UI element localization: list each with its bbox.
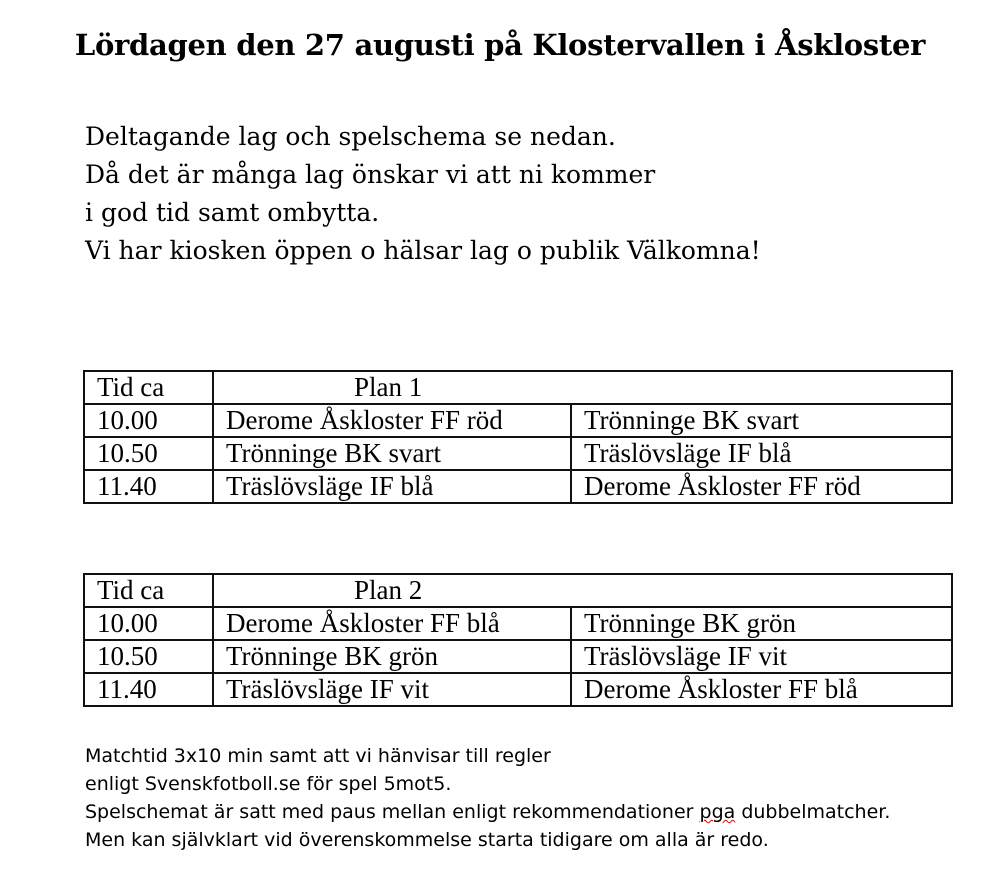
page-title: Lördagen den 27 augusti på Klostervallen i Åskloster [74, 28, 926, 62]
home-team-cell: Derome Åskloster FF röd [213, 404, 571, 437]
time-cell: 10.00 [84, 404, 213, 437]
home-team-cell: Träslövsläge IF vit [213, 673, 571, 706]
intro-line: Vi har kiosken öppen o hälsar lag o publik Välkomna! [85, 236, 761, 265]
footer-text: dubbelmatcher. [735, 801, 891, 823]
footer-line: Men kan självklart vid överenskommelse starta tidigare om alla är redo. [85, 829, 769, 851]
table-row [84, 640, 952, 673]
time-header: Tid ca [84, 574, 213, 607]
time-cell: 11.40 [84, 470, 213, 503]
away-team-cell: Trönninge BK svart [571, 404, 952, 437]
schedule-table-plan-1 [83, 370, 953, 504]
time-header: Tid ca [84, 371, 213, 404]
time-cell: 10.50 [84, 640, 213, 673]
footer-text: Spelschemat är satt med paus mellan enligt rekommendationer [85, 801, 700, 823]
home-team-cell: Trönninge BK svart [213, 437, 571, 470]
home-team-cell: Trönninge BK grön [213, 640, 571, 673]
table-header-row [84, 574, 952, 607]
intro-text [85, 118, 761, 270]
table-row [84, 437, 952, 470]
intro-line: Deltagande lag och spelschema se nedan. [85, 122, 616, 151]
table-row [84, 607, 952, 640]
footer-line: Matchtid 3x10 min samt att vi hänvisar till regler [85, 745, 551, 767]
time-cell: 11.40 [84, 673, 213, 706]
away-team-cell: Trönninge BK grön [571, 607, 952, 640]
plan-header: Plan 1 [213, 371, 952, 404]
home-team-cell: Träslövsläge IF blå [213, 470, 571, 503]
spellcheck-word: pga [699, 801, 736, 823]
away-team-cell: Derome Åskloster FF blå [571, 673, 952, 706]
away-team-cell: Träslövsläge IF vit [571, 640, 952, 673]
time-cell: 10.50 [84, 437, 213, 470]
intro-line: i god tid samt ombytta. [85, 198, 380, 227]
away-team-cell: Derome Åskloster FF röd [571, 470, 952, 503]
away-team-cell: Träslövsläge IF blå [571, 437, 952, 470]
plan-header: Plan 2 [213, 574, 952, 607]
footer-line: enligt Svenskfotboll.se för spel 5mot5. [85, 773, 452, 795]
table-row [84, 404, 952, 437]
table-header-row [84, 371, 952, 404]
schedule-table-plan-2 [83, 573, 953, 707]
table-row [84, 470, 952, 503]
table-row [84, 673, 952, 706]
home-team-cell: Derome Åskloster FF blå [213, 607, 571, 640]
footer-notes [85, 742, 890, 854]
footer-line [85, 798, 890, 826]
intro-line: Då det är många lag önskar vi att ni kommer [85, 160, 656, 189]
time-cell: 10.00 [84, 607, 213, 640]
